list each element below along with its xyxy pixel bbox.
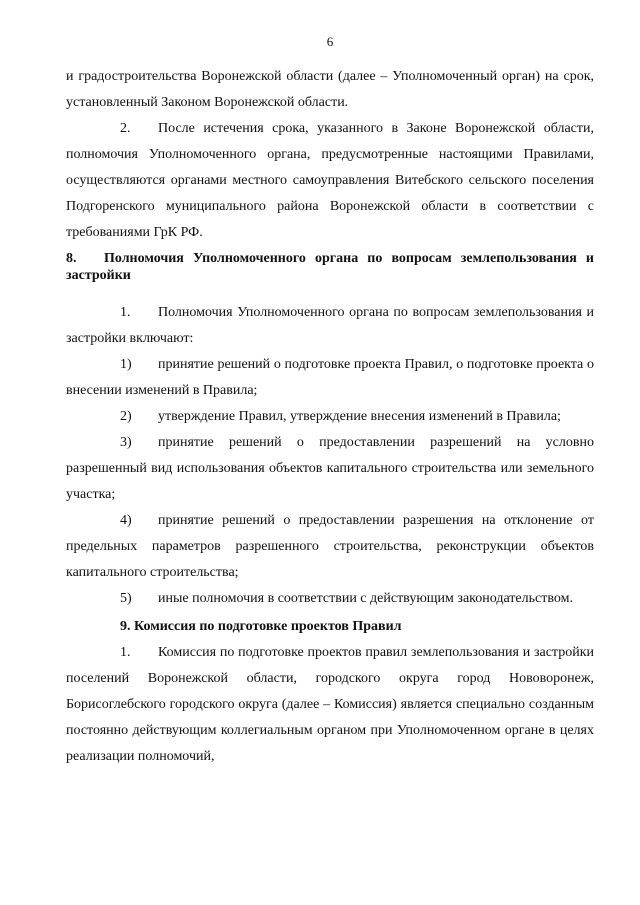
subitem-4-number: 4): [120, 513, 132, 528]
section-9-item-1-paragraph: [66, 640, 594, 770]
section-9-heading: 9. Комиссия по подготовке проектов Правил: [120, 619, 402, 634]
subitem-5-number: 5): [120, 591, 132, 606]
document-page: [66, 34, 594, 770]
subitem-1-text: принятие решений о подготовке проекта Правил, о подготовке проекта о внесении изменений в Правила;: [66, 357, 594, 398]
subitem-3-paragraph: [66, 430, 594, 508]
section-8-item-1-paragraph: [66, 300, 594, 352]
continuation-paragraph: и градостроительства Воронежской области (далее – Уполномоченный орган) на срок, установленный Законом Воронежской области.: [66, 69, 594, 110]
subitem-2-paragraph: [66, 404, 594, 430]
subitem-1-number: 1): [120, 357, 132, 372]
subitem-2-number: 2): [120, 409, 132, 424]
subitem-3-text: принятие решений о предоставлении разрешений на условно разрешенный вид использования объектов капитального строительства или земельного участка;: [66, 435, 594, 502]
section-8-title: Полномочия Уполномоченного органа по вопросам землепользования и застройки: [66, 251, 594, 283]
subitem-2-text: утверждение Правил, утверждение внесения изменений в Правила;: [158, 409, 561, 424]
section-9-item-1-text: Комиссия по подготовке проектов правил землепользования и застройки поселений Воронежской области, городского округа город Нововоронеж, Борисоглебского городского округа (далее – Комиссия) является специально созданным постоянно действующим коллегиальным органом при Уполномоченном органе в целях реализации полномочий,: [66, 645, 594, 764]
section-9-item-1-number: 1.: [120, 645, 131, 660]
page-number: 6: [326, 34, 334, 49]
item-2-number: 2.: [120, 121, 131, 136]
item-2-paragraph: [66, 116, 594, 246]
section-8-heading: [66, 250, 594, 284]
section-8-item-1-number: 1.: [120, 305, 131, 320]
section-8-item-1-text: Полномочия Уполномоченного органа по вопросам землепользования и застройки включают:: [66, 305, 594, 346]
subitem-5-paragraph: [66, 586, 594, 612]
subitem-5-text: иные полномочия в соответствии с действующим законодательством.: [158, 591, 573, 606]
item-2-text: После истечения срока, указанного в Законе Воронежской области, полномочия Уполномоченного органа, предусмотренные настоящими Правилами, осуществляются органами местного самоуправления Витебского сельского поселения Подгоренского муниципального района Воронежской области в соответствии с требованиями ГрК РФ.: [66, 121, 594, 240]
subitem-1-paragraph: [66, 352, 594, 404]
subitem-4-paragraph: [66, 508, 594, 586]
section-8-number: 8.: [66, 251, 77, 266]
subitem-4-text: принятие решений о предоставлении разрешения на отклонение от предельных параметров разрешенного строительства, реконструкции объектов капитального строительства;: [66, 513, 594, 580]
subitem-3-number: 3): [120, 435, 132, 450]
